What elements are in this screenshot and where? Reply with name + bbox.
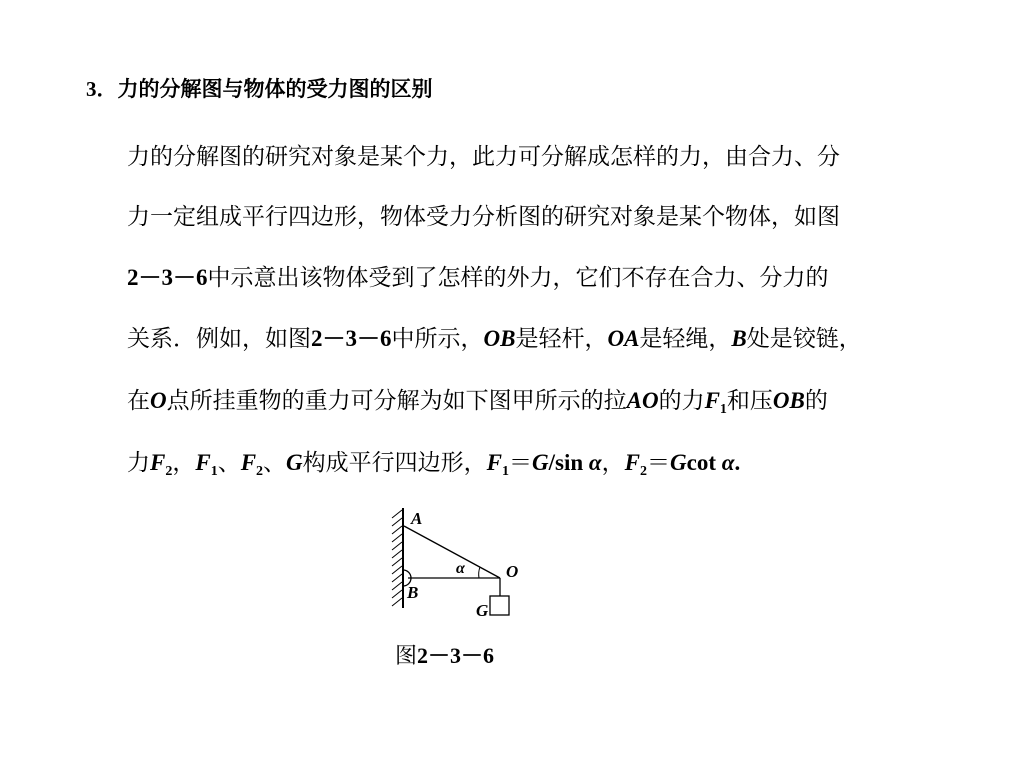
physics-diagram — [386, 504, 526, 624]
diagram-svg — [386, 504, 526, 624]
text-run: 的 — [804, 388, 828, 414]
symbol: OB — [772, 388, 805, 413]
math-function: /sin — [548, 450, 589, 475]
text-run: 关系．例如，如图 — [127, 326, 311, 352]
text-run: 的力 — [658, 388, 705, 414]
symbol: OA — [607, 326, 640, 351]
text-run: 中所示， — [391, 326, 484, 352]
figure-reference: 2－3－6 — [127, 265, 208, 290]
text-run: 是轻绳， — [639, 326, 732, 352]
symbol: F — [704, 388, 720, 413]
section-title: 力的分解图与物体的受力图的区别 — [117, 76, 433, 101]
paragraph-line-6 — [127, 448, 740, 478]
symbol: α — [721, 450, 735, 475]
weight-block — [490, 596, 509, 615]
subscript: 2 — [165, 464, 173, 479]
text-run: 力 — [127, 450, 150, 476]
paragraph-line-4 — [127, 324, 862, 354]
label-o: O — [506, 562, 519, 581]
subscript: 2 — [256, 464, 264, 479]
symbol: G — [669, 450, 687, 475]
label-g: G — [476, 601, 489, 620]
symbol: F — [150, 450, 166, 475]
text-run: 、 — [263, 450, 287, 476]
paragraph-line-3 — [127, 263, 829, 293]
text-run: ， — [601, 450, 625, 476]
symbol: F — [624, 450, 640, 475]
text-run: ， — [172, 450, 196, 476]
symbol: F — [240, 450, 257, 475]
text-run: 构成平行四边形， — [302, 450, 487, 476]
label-b: B — [407, 583, 419, 602]
label-a: A — [411, 509, 423, 528]
subscript: 1 — [210, 464, 218, 479]
text-run: 、 — [217, 450, 241, 476]
paragraph-line-5 — [127, 386, 828, 416]
paragraph-line-2 — [127, 202, 840, 232]
symbol: AO — [626, 388, 659, 413]
caption-number: 2－3－6 — [417, 643, 495, 668]
paragraph-line-1 — [127, 142, 840, 172]
symbol: OB — [483, 326, 516, 351]
text-run: 和压 — [726, 388, 773, 414]
wall-hatching — [392, 510, 402, 606]
text-run: 中示意出该物体受到了怎样的外力，它们不存在合力、分力的 — [207, 265, 829, 291]
text-run: 处是铰链， — [746, 326, 862, 352]
text-run: 在 — [127, 388, 150, 414]
text-run: 力的分解图的研究对象是某个力，此力可分解成怎样的力，由合力、分 — [127, 144, 840, 170]
symbol: B — [731, 326, 747, 351]
figure-reference: 2－3－6 — [311, 326, 392, 351]
figure-caption — [395, 641, 494, 672]
symbol: O — [150, 388, 167, 413]
text-run: 力一定组成平行四边形，物体受力分析图的研究对象是某个物体，如图 — [127, 204, 840, 230]
symbol: α — [588, 450, 602, 475]
text-run: 是轻杆， — [515, 326, 608, 352]
symbol: G — [532, 450, 549, 475]
text-run: ＝ — [646, 450, 670, 476]
label-alpha: α — [456, 560, 465, 577]
symbol: G — [286, 450, 303, 475]
text-run: 点所挂重物的重力可分解为如下图甲所示的拉 — [166, 388, 627, 414]
subscript: 2 — [639, 464, 647, 479]
rope-oa — [404, 526, 500, 578]
section-heading — [86, 74, 433, 104]
math-function: cot — [686, 450, 722, 475]
symbol: F — [195, 450, 211, 475]
subscript: 1 — [719, 402, 727, 417]
text-run: ＝ — [509, 450, 532, 476]
text-run: . — [734, 450, 741, 475]
caption-prefix: 图 — [395, 644, 418, 669]
section-number: 3． — [86, 77, 118, 101]
symbol: F — [486, 450, 502, 475]
angle-arc — [479, 567, 480, 578]
subscript: 1 — [502, 464, 509, 479]
